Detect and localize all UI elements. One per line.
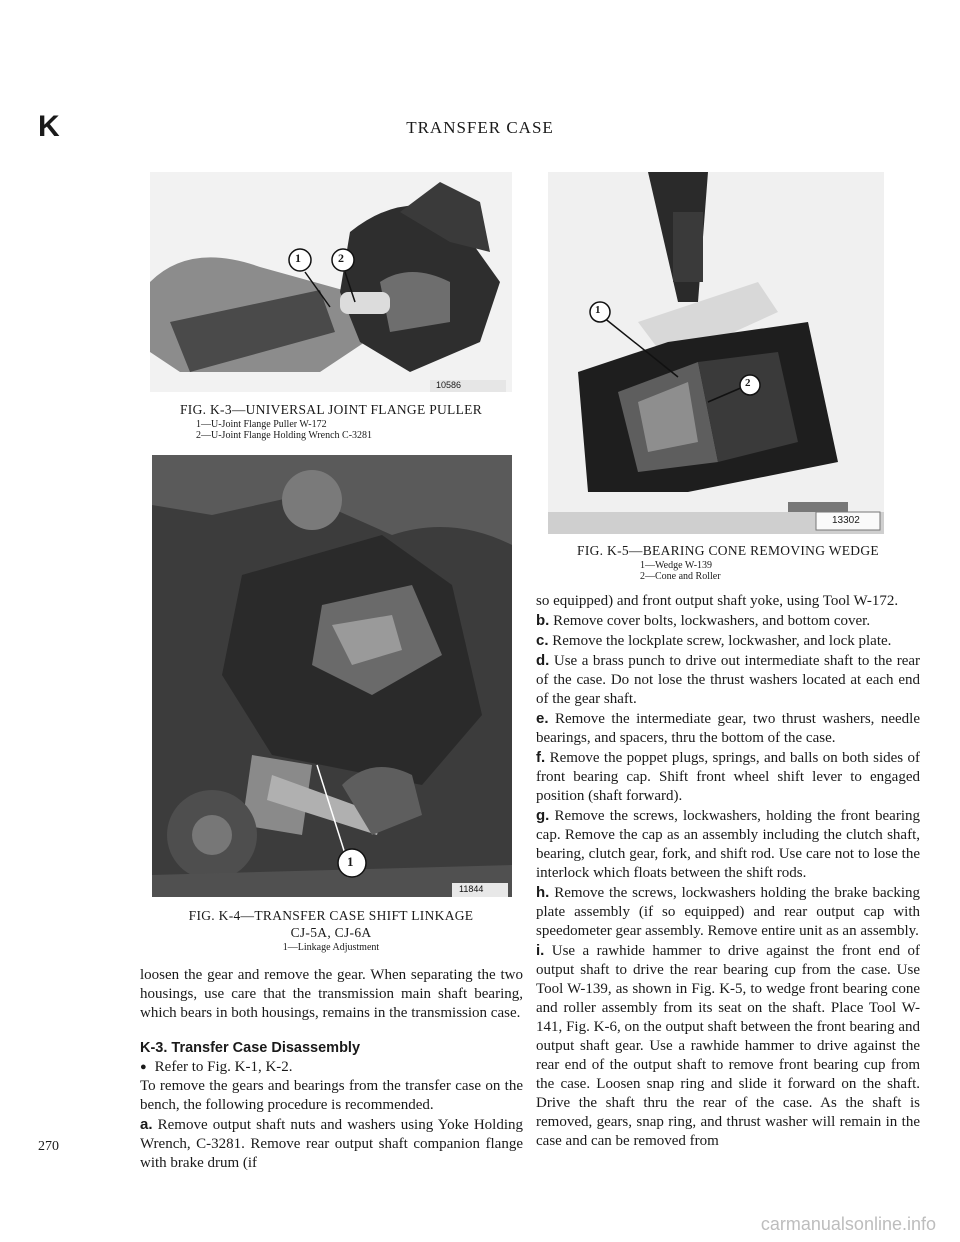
left-column [140,966,523,1173]
legend-item: 1—U-Joint Flange Puller W-172 [196,419,327,430]
watermark: carmanualsonline.info [760,1214,936,1234]
paragraph: so equipped) and front output shaft yoke, using Tool W-172. [536,593,899,609]
step-label: h. [536,884,550,901]
step-c [536,631,920,651]
page-title: TRANSFER CASE [406,118,554,137]
legend-item: 1—Linkage Adjustment [282,942,380,953]
step-g [536,806,920,883]
section-letter: K [38,110,60,143]
figure-k4-legend [140,942,522,953]
paragraph: loosen the gear and remove the gear. When separating the two housings, use care that the transmission main shaft bearing, which bears in both housings, remains in the transmission case. [140,967,523,1021]
step-label: d. [536,652,550,669]
figure-k3-photo [150,172,512,392]
step-text: Remove output shaft nuts and washers using Yoke Holding Wrench, C-3281. Remove rear output shaft companion flange with brake drum (if [140,1117,523,1171]
step-text: Use a brass punch to drive out intermediate shaft to the rear of the case. Do not lose the thrust washers located at each end of the gear shaft. [536,653,921,707]
step-text: Use a rawhide hammer to drive against the front end of output shaft to drive the rear bearing cup from the case. Use Tool W-139, as shown in Fig. K-5, to wedge front bearing cone and roller assembly from its seat on the shaft. Place Tool W-141, Fig. K-6, on the output shaft between the front bearing and output shaft gear. Use a rawhide hammer to drive against the rear end of the output shaft to remove front bearing cup from the case. Loosen snap ring and slide it forward on the shaft. Drive the shaft thru the rear of the case. As the shaft is removed, gears, snap ring, and thrust washer will remain in the case and can be removed from [536,943,920,1149]
page-number: 270 [38,1139,59,1154]
figure-number: 10586 [436,380,462,390]
callout-1: 1 [347,854,354,869]
figure-k5-caption: FIG. K-5—BEARING CONE REMOVING WEDGE [577,543,879,558]
step-d [536,651,920,709]
step-label: i. [536,942,545,959]
paragraph: To remove the gears and bearings from the transfer case on the bench, the following procedure is recommended. [140,1078,523,1113]
step-text: Remove the screws, lockwashers holding the brake backing plate assembly (if so equipped) and rear output cap with speedometer gear assembly. Remove entire unit as an assembly. [536,885,921,939]
section-heading: K-3. Transfer Case Disassembly [140,1040,361,1056]
figure-number: 11844 [459,884,484,894]
figure-k5-photo [548,172,884,534]
legend-item: 2—U-Joint Flange Holding Wrench C-3281 [196,430,373,441]
step-label: a. [140,1116,153,1133]
step-label: f. [536,749,546,766]
step-b [536,611,920,631]
figure-k4-photo [152,455,512,897]
callout-2: 2 [745,377,751,389]
step-text: Remove the lockplate screw, lockwasher, and lock plate. [552,633,892,649]
callout-1: 1 [595,304,601,316]
step-f [536,748,920,806]
bullet-item: ● Refer to Fig. K-1, K-2. [140,1058,523,1077]
callout-1: 1 [295,251,301,265]
step-a [140,1115,523,1173]
figure-k4-caption-models: CJ-5A, CJ-6A [290,925,372,940]
figure-k3-legend [196,419,372,441]
step-label: e. [536,710,549,727]
step-text: Remove cover bolts, lockwashers, and bottom cover. [553,613,871,629]
figure-k4-caption: FIG. K-4—TRANSFER CASE SHIFT LINKAGE [188,908,474,923]
callout-2: 2 [338,251,344,265]
step-label: b. [536,612,550,629]
right-column [536,592,920,1151]
step-i [536,941,920,1151]
step-text: Remove the poppet plugs, springs, and balls on both sides of front bearing cap. Shift front wheel shift lever to engaged position (shaft forward). [536,750,921,804]
legend-item: 2—Cone and Roller [640,571,721,582]
legend-item: 1—Wedge W-139 [640,560,713,571]
step-label: g. [536,807,550,824]
figure-k3-caption: FIG. K-3—UNIVERSAL JOINT FLANGE PULLER [179,402,483,417]
figure-number: 13302 [832,515,860,526]
step-h [536,883,920,941]
step-e [536,709,920,748]
step-text: Remove the screws, lockwashers, holding the front bearing cap. Remove the cap as an assembly including the clutch shaft, bearing, clutch gear, fork, and shift rod. Use care not to lose the interlock which floats between the shift rods. [536,808,920,881]
step-text: Remove the intermediate gear, two thrust washers, needle bearings, and spacers, thru the bottom of the case. [536,711,920,746]
step-label: c. [536,632,549,649]
figure-k5-legend [640,560,721,582]
